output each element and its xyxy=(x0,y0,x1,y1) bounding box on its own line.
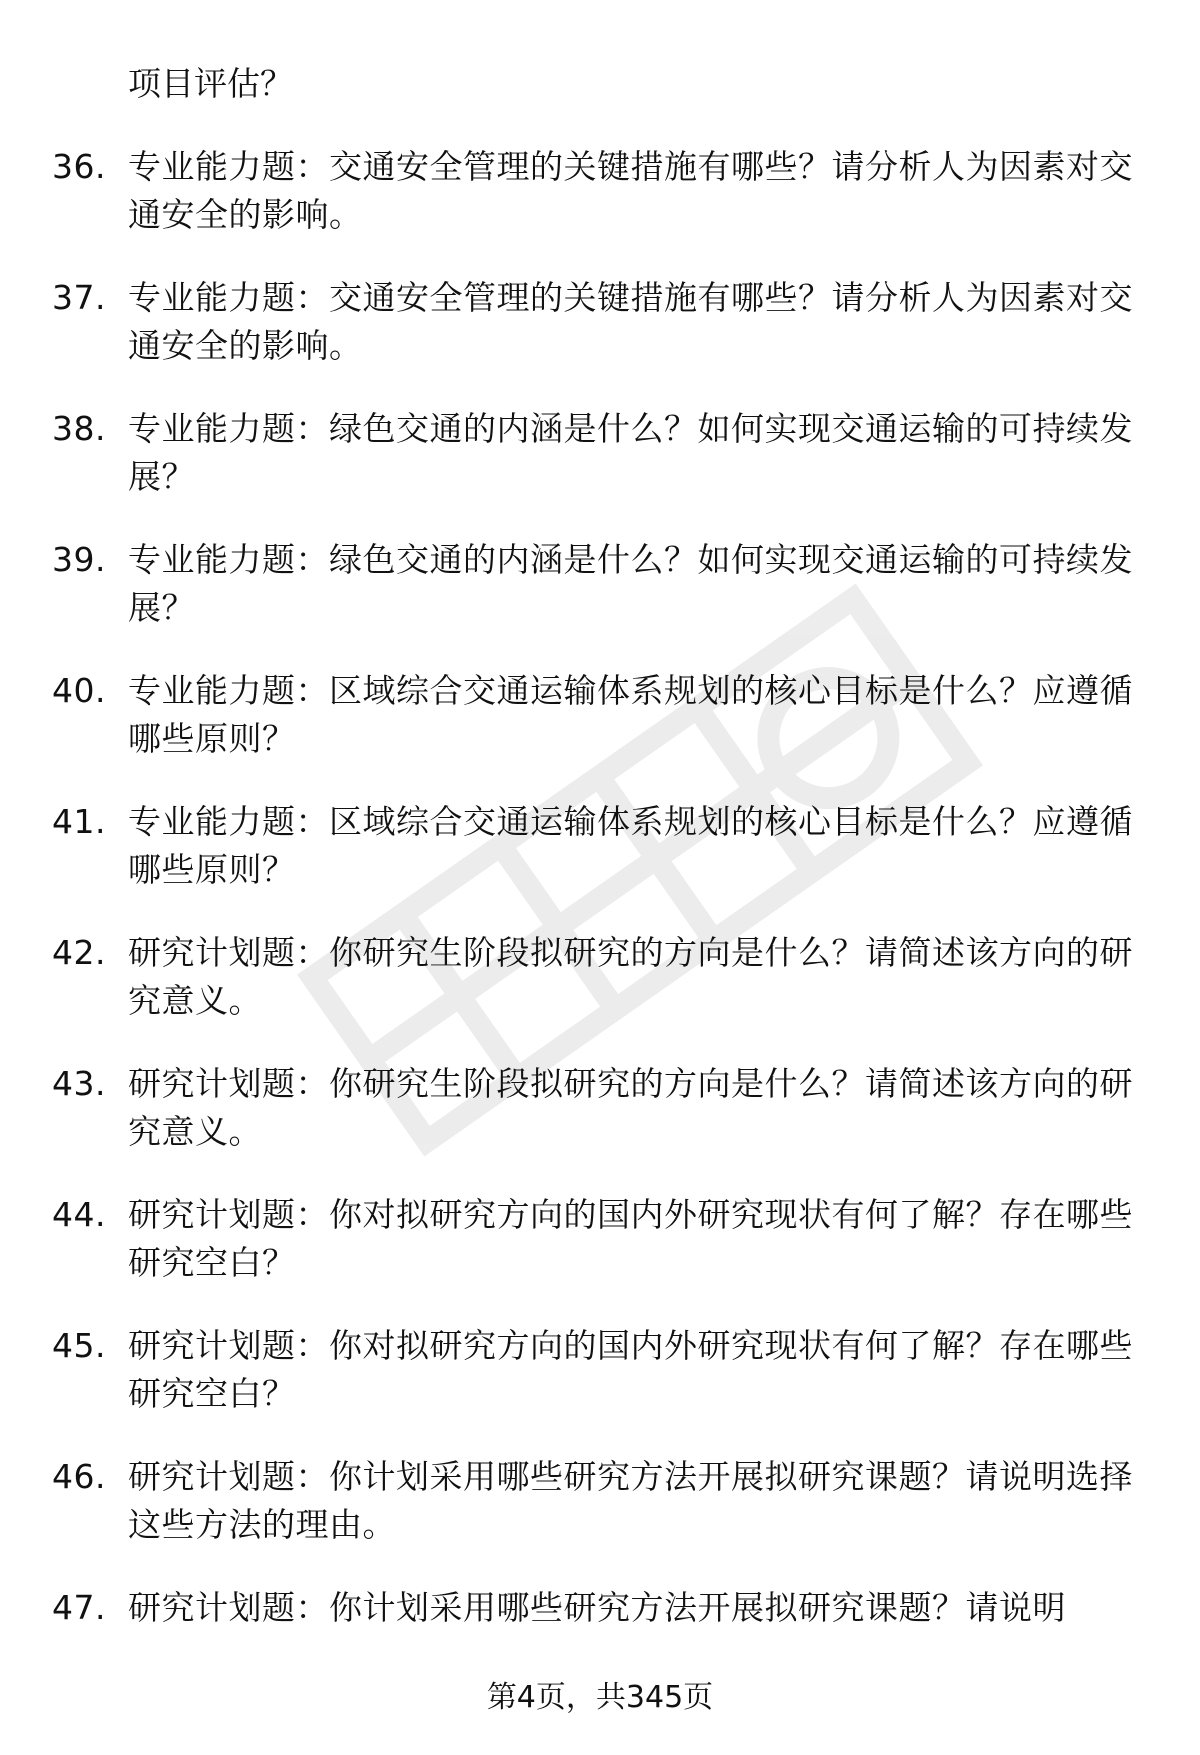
item-number: 40. xyxy=(52,671,106,710)
item-text: 研究计划题：你研究生阶段拟研究的方向是什么？请简述该方向的研究意义。 xyxy=(128,933,1133,1020)
item-text: 专业能力题：绿色交通的内涵是什么？如何实现交通运输的可持续发展？ xyxy=(128,540,1133,627)
item-text: 专业能力题：区域综合交通运输体系规划的核心目标是什么？应遵循哪些原则？ xyxy=(128,671,1133,758)
list-item xyxy=(52,929,1142,1025)
list-item xyxy=(52,1453,1142,1549)
page-footer xyxy=(0,1678,1200,1718)
list-item xyxy=(52,1191,1142,1287)
item-number: 38. xyxy=(52,409,106,448)
item-number: 43. xyxy=(52,1064,106,1103)
question-list xyxy=(52,60,1142,1667)
item-number: 46. xyxy=(52,1457,106,1496)
list-item xyxy=(52,1584,1142,1632)
list-item xyxy=(52,667,1142,763)
list-item xyxy=(52,1060,1142,1156)
list-item xyxy=(52,143,1142,239)
item-number: 36. xyxy=(52,147,106,186)
item-number: 37. xyxy=(52,278,106,317)
item-number: 47. xyxy=(52,1588,106,1627)
item-text: 研究计划题：你研究生阶段拟研究的方向是什么？请简述该方向的研究意义。 xyxy=(128,1064,1133,1151)
item-text: 研究计划题：你计划采用哪些研究方法开展拟研究课题？请说明 xyxy=(128,1588,1066,1627)
list-item xyxy=(52,798,1142,894)
item-number: 39. xyxy=(52,540,106,579)
list-item xyxy=(52,274,1142,370)
item-number: 41. xyxy=(52,802,106,841)
item-text: 研究计划题：你对拟研究方向的国内外研究现状有何了解？存在哪些研究空白？ xyxy=(128,1326,1133,1413)
item-number: 45. xyxy=(52,1326,106,1365)
item-text: 专业能力题：交通安全管理的关键措施有哪些？请分析人为因素对交通安全的影响。 xyxy=(128,147,1133,234)
item-text: 研究计划题：你计划采用哪些研究方法开展拟研究课题？请说明选择这些方法的理由。 xyxy=(128,1457,1133,1544)
item-text: 研究计划题：你对拟研究方向的国内外研究现状有何了解？存在哪些研究空白？ xyxy=(128,1195,1133,1282)
item-text: 专业能力题：绿色交通的内涵是什么？如何实现交通运输的可持续发展？ xyxy=(128,409,1133,496)
item-number: 42. xyxy=(52,933,106,972)
list-item xyxy=(52,1322,1142,1418)
page-number-label: 第4页，共345页 xyxy=(486,1680,714,1715)
list-item xyxy=(52,536,1142,632)
continuation-text: 项目评估？ xyxy=(128,64,293,103)
item-number: 44. xyxy=(52,1195,106,1234)
item-text: 专业能力题：交通安全管理的关键措施有哪些？请分析人为因素对交通安全的影响。 xyxy=(128,278,1133,365)
list-item xyxy=(52,405,1142,501)
item-text: 专业能力题：区域综合交通运输体系规划的核心目标是什么？应遵循哪些原则？ xyxy=(128,802,1133,889)
